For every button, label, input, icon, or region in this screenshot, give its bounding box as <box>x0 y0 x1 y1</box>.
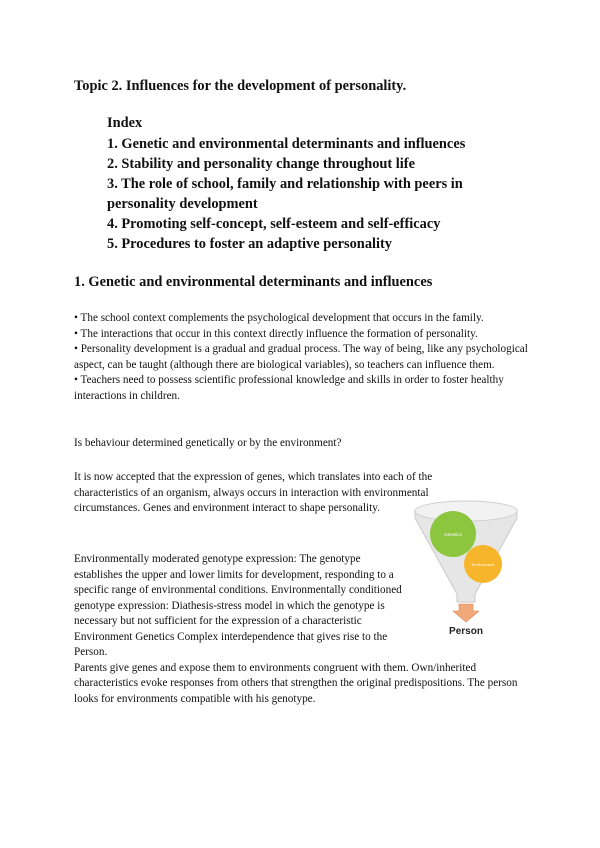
paragraph-genotype-rest: Parents give genes and expose them to environments congruent with them. Own/inherited characteristics evoke responses from others that strengthen the original predispositions. The person looks for environments compatible with his genotype. <box>74 661 518 705</box>
index-heading: Index <box>107 115 143 131</box>
index-block <box>107 113 527 254</box>
topic-title: Topic 2. Influences for the development of personality. <box>74 78 407 94</box>
bullet-item: • Teachers need to possess scientific professional knowledge and skills in order to foster healthy interactions in children. <box>74 374 504 402</box>
section-heading: 1. Genetic and environmental determinants and influences <box>74 274 433 290</box>
index-list <box>107 134 527 254</box>
index-item-3: 3. The role of school, family and relationship with peers in personality development <box>107 176 463 212</box>
index-item-2: 2. Stability and personality change throughout life <box>107 156 415 172</box>
bullet-list <box>74 311 534 404</box>
person-label: Person <box>449 626 483 637</box>
index-item-4: 4. Promoting self-concept, self-esteem and self-efficacy <box>107 216 441 232</box>
genetics-environment-funnel-figure <box>413 498 519 638</box>
funnel-diagram <box>413 498 519 638</box>
question-text: Is behaviour determined genetically or by the environment? <box>74 437 342 449</box>
bullet-item: • The school context complements the psychological development that occurs in the family. <box>74 312 484 324</box>
bullet-item: • Personality development is a gradual and gradual process. The way of being, like any psychological aspect, can be taught (although there are biological variables), so teachers can influence them. <box>74 343 528 371</box>
index-item-5: 5. Procedures to foster an adaptive personality <box>107 236 392 252</box>
paragraph-genotype-wrapped: Environmentally moderated genotype expression: The genotype establishes the upper and lower limits for development, responding to a specific range of environmental conditions. Environmentally conditioned genotype expression: Diathesis-stress model in which the genotype is necessary but not sufficient for the expression of a characteristic Environment Genetics Complex interdependence that gives rise to the Person. <box>74 553 402 658</box>
bullet-item: • The interactions that occur in this context directly influence the formation of personality. <box>74 327 478 340</box>
paragraph-genes-text: It is now accepted that the expression of genes, which translates into each of the characteristics of an organism, always occurs in interaction with environmental circumstances. Genes and environment interact to shape personality. <box>74 471 433 514</box>
down-arrow-icon <box>453 604 479 622</box>
environment-circle-label: Environment <box>471 562 495 567</box>
index-item-1: 1. Genetic and environmental determinants and influences <box>107 136 466 152</box>
genetics-circle-label: Genetics <box>444 532 462 537</box>
